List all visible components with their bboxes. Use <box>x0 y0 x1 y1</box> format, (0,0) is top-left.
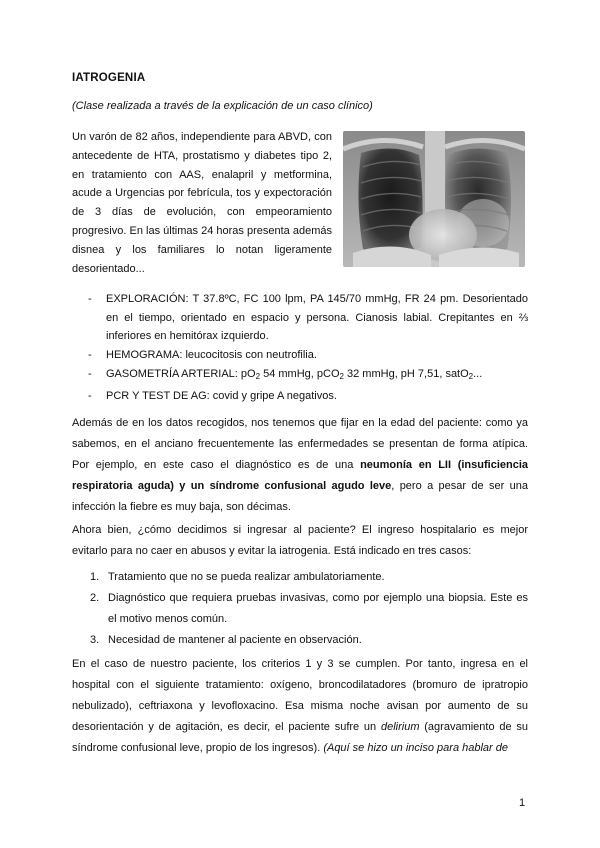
gasometria-text <box>106 368 482 380</box>
admission-criteria-list <box>90 567 528 651</box>
list-item <box>88 346 528 365</box>
gasometria-part: ... <box>473 368 483 381</box>
list-item <box>88 365 528 387</box>
delirium-italic-text: delirium <box>380 721 420 733</box>
list-number: 2. <box>90 592 100 604</box>
clinical-findings-list <box>88 290 528 407</box>
list-number: 1. <box>90 571 100 583</box>
list-item <box>90 630 528 651</box>
gasometria-part: 54 mmHg, pCO <box>260 368 340 381</box>
page-number: 1 <box>519 797 526 809</box>
list-item <box>88 387 528 406</box>
diagnosis-paragraph <box>72 413 528 518</box>
list-item-text: Diagnóstico que requiera pruebas invasivas, como por ejemplo una biopsia. Este es el motivo menos común. <box>108 592 528 625</box>
list-item <box>90 567 528 588</box>
aside-italic-text: (Aquí se hizo un inciso para hablar de <box>323 742 508 754</box>
gasometria-part: 32 mmHg, pH 7,51, satO <box>343 368 469 381</box>
list-item-text: Tratamiento que no se pueda realizar ambulatoriamente. <box>108 571 385 583</box>
subscript-2: 2 <box>468 372 474 382</box>
case-intro-paragraph: Un varón de 82 años, independiente para ABVD, con antecedente de HTA, prostatismo y diabetes tipo 2, en tratamiento con AAS, enalapril y metformina, acude a Urgencias por febrícula, tos y expectoración de 3 días de evolución, con empeoramiento progresivo. En las últimas 24 horas presenta además disnea y los familiares lo notan ligeramente desorientado... <box>72 131 332 275</box>
treatment-paragraph <box>72 654 528 759</box>
pcr-text: PCR Y TEST DE AG: covid y gripe A negativos. <box>106 390 337 403</box>
subscript-2: 2 <box>255 372 261 382</box>
document-subtitle: (Clase realizada a través de la explicación de un caso clínico) <box>72 100 373 112</box>
paragraph-text: Además de en los datos recogidos, nos tenemos que fijar en la edad del paciente: como ya sabemos, en el anciano frecuentemente las enfermedades se presentan de forma atípica. Por ejemplo, en este caso el diagnóstico es de una <box>72 417 528 471</box>
hemograma-text: HEMOGRAMA: leucocitosis con neutrofilia. <box>106 349 317 362</box>
paragraph-text: En el caso de nuestro paciente, los criterios 1 y 3 se cumplen. Por tanto, ingresa en el hospital con el siguiente tratamiento: oxígeno, broncodilatadores (bromuro de ipratropio nebulizado), ceftriaxona y levofloxacino. Esa misma noche avisan por aumento de su desorientación y de agitación, es decir, el paciente sufre un <box>72 658 528 733</box>
paragraph-text: (agravamiento de su síndrome confusional leve, propio de los ingresos). <box>72 721 529 754</box>
chest-xray-graphic <box>343 131 525 267</box>
paragraph-text: , pero a pesar de ser una infección la fiebre es muy baja, son décimas. <box>72 480 528 513</box>
bullet-dash: - <box>88 293 92 305</box>
bullet-dash: - <box>88 368 92 381</box>
admission-paragraph: Ahora bien, ¿cómo decidimos si ingresar al paciente? El ingreso hospitalario es mejor evitarlo para no caer en abusos y evitar la iatrogenia. Está indicado en tres casos: <box>72 524 528 557</box>
document-title: IATROGENIA <box>72 72 146 84</box>
bullet-dash: - <box>88 390 92 403</box>
diagnosis-bold-text: neumonía en LII (insuficiencia respiratoria aguda) y un síndrome confusional agudo leve <box>72 459 529 492</box>
chest-xray-image <box>343 131 525 267</box>
bullet-dash: - <box>88 349 92 362</box>
exploracion-text: EXPLORACIÓN: T 37.8ºC, FC 100 lpm, PA 145/70 mmHg, FR 24 pm. Desorientado en el tiempo, orientado en espacio y persona. Cianosis labial. Crepitantes en ⅔ inferiores en hemitórax izquierdo. <box>106 293 528 343</box>
gasometria-part: GASOMETRÍA ARTERIAL: pO <box>106 368 256 381</box>
list-item-text: Necesidad de mantener al paciente en observación. <box>108 634 362 646</box>
subscript-2: 2 <box>339 372 344 382</box>
list-item <box>88 290 528 346</box>
list-number: 3. <box>90 634 100 646</box>
list-item <box>90 588 528 630</box>
